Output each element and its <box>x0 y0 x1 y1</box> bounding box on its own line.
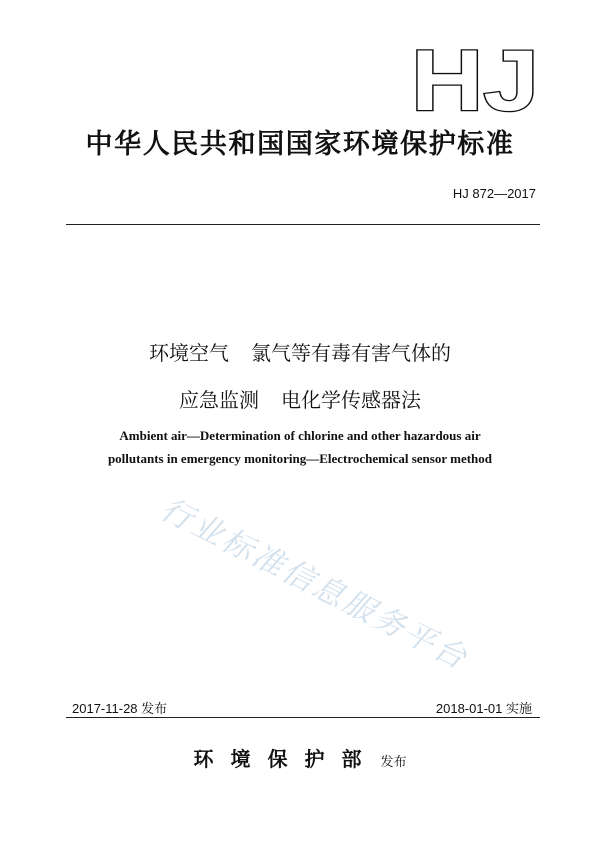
english-title-line-1: Ambient air—Determination of chlorine and other hazardous air <box>119 428 481 443</box>
issue-date: 2017-11-28 发布 <box>72 701 168 716</box>
watermark: 行业标准信息服务平台 <box>155 491 475 678</box>
english-title-line-2: pollutants in emergency monitoring—Electrochemical sensor method <box>107 451 493 466</box>
top-divider <box>66 224 540 225</box>
bottom-divider <box>66 717 540 718</box>
chinese-title-part-2: 氯气等有毒有害气体的 <box>251 341 451 365</box>
chinese-title-line-1 <box>0 337 600 366</box>
standard-number: HJ 872—2017 <box>452 186 536 201</box>
chinese-title-part-4: 电化学传感器法 <box>281 388 421 412</box>
chinese-title-line-2 <box>0 384 600 413</box>
hj-logo <box>408 44 542 116</box>
organization-name: 中华人民共和国国家环境保护标准 <box>85 129 515 160</box>
chinese-title-part-1: 环境空气 <box>149 341 229 365</box>
issuer <box>0 743 600 772</box>
hj-logo-text: HJ <box>411 44 539 116</box>
effective-date: 2018-01-01 实施 <box>435 701 532 716</box>
chinese-title-part-3: 应急监测 <box>179 388 259 412</box>
issuer-suffix: 发布 <box>380 755 407 770</box>
issuer-name: 环境保护部 <box>193 747 379 771</box>
